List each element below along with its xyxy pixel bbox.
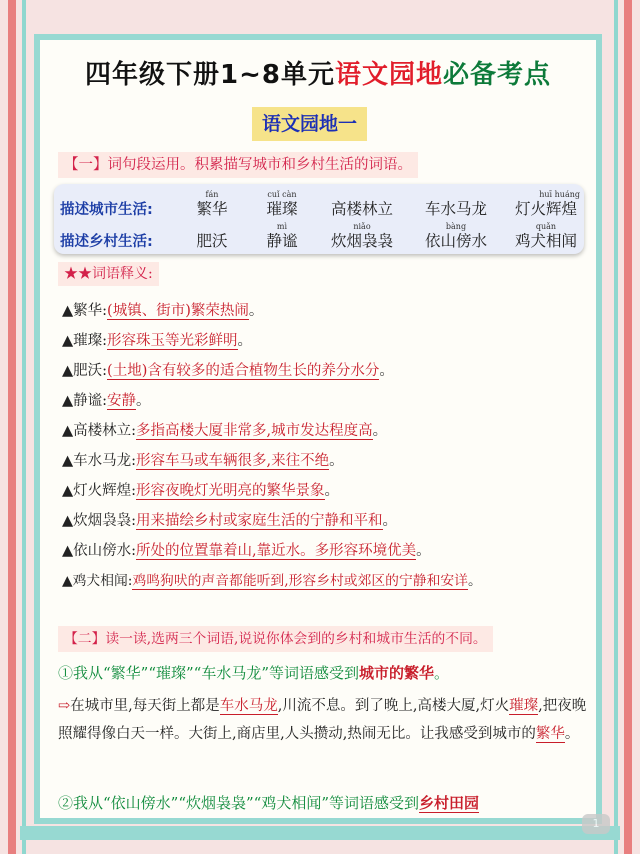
vocab-word: bàng 依山傍水 [424,222,487,250]
vocab-word: 高楼林立 [330,200,393,218]
page-title [40,54,596,91]
vocab-word: fán 繁华 [196,190,228,218]
definition-item: ▲依山傍水:所处的位置靠着山,靠近水。多形容环境优美。 [62,543,431,559]
section-one-heading: 【一】词句段运用。积累描写城市和乡村生活的词语。 [58,152,418,178]
worksheet-card [34,34,602,824]
vocab-word: 肥沃 [196,232,228,250]
unit-subtitle: 语文园地一 [252,107,367,141]
country-vocab-label: 描述乡村生活: [60,234,153,250]
vocab-word: 车水马龙 [424,200,487,218]
definition-item: ▲肥沃:(土地)含有较多的适合植物生长的养分水分。 [62,363,394,379]
country-vocab-row [54,220,584,252]
bottom-border-bar [20,826,620,840]
title-highlight: 语文园地 [334,60,443,90]
answer-two: ②我从“依山傍水”“炊烟袅袅”“鸡犬相闻”等词语感受到乡村田园 [58,794,480,812]
right-border-line [614,0,618,854]
vocab-box [54,184,584,254]
definition-item: ▲繁华:(城镇、街市)繁荣热闹。 [62,303,264,319]
definition-item: ▲鸡犬相闻:鸡鸣狗吠的声音都能听到,形容乡村或郊区的宁静和安详。 [62,573,482,589]
vocab-word: huī huáng 灯火辉煌 [514,190,580,218]
vocab-word: cuǐ càn 璀璨 [266,190,298,218]
vocab-word: niǎo 炊烟袅袅 [330,222,393,250]
title-grade: 四年级下册1~8单元 [85,60,335,90]
vocab-word: mì 静谧 [266,222,298,250]
vocab-word: quǎn 鸡犬相闻 [514,222,577,250]
left-border-stripe [8,0,16,854]
definition-item: ▲炊烟袅袅:用来描绘乡村或家庭生活的宁静和平和。 [62,513,398,529]
answer-one-paragraph: ⇨在城市里,每天街上都是车水马龙,川流不息。到了晚上,高楼大厦,灯火璀璨,把夜晚照耀得像白天一样。大街上,商店里,人头攒动,热闹无比。让我感受到城市的繁华。 [58,698,587,742]
answer-one: ①我从“繁华”“璀璨”“车水马龙”等词语感受到城市的繁华。 [58,664,450,682]
title-suffix: 必备考点 [442,60,551,90]
city-vocab-label: 描述城市生活: [60,202,153,218]
definition-item: ▲静谧:安静。 [62,393,151,409]
definition-item: ▲璀璨:形容珠玉等光彩鲜明。 [62,333,253,349]
page-number-badge: 1 [582,814,610,834]
left-border-line [22,0,26,854]
definition-item: ▲车水马龙:形容车马或车辆很多,来往不绝。 [62,453,344,469]
explanation-heading: ★★词语释义: [58,262,159,286]
right-border-stripe [624,0,632,854]
city-vocab-row [54,188,584,220]
section-two-heading: 【二】读一读,选两三个词语,说说你体会到的乡村和城市生活的不同。 [58,626,493,652]
definition-item: ▲灯火辉煌:形容夜晚灯光明亮的繁华景象。 [62,483,340,499]
arrow-icon: ⇨ [58,698,71,714]
definition-item: ▲高楼林立:多指高楼大厦非常多,城市发达程度高。 [62,423,388,439]
